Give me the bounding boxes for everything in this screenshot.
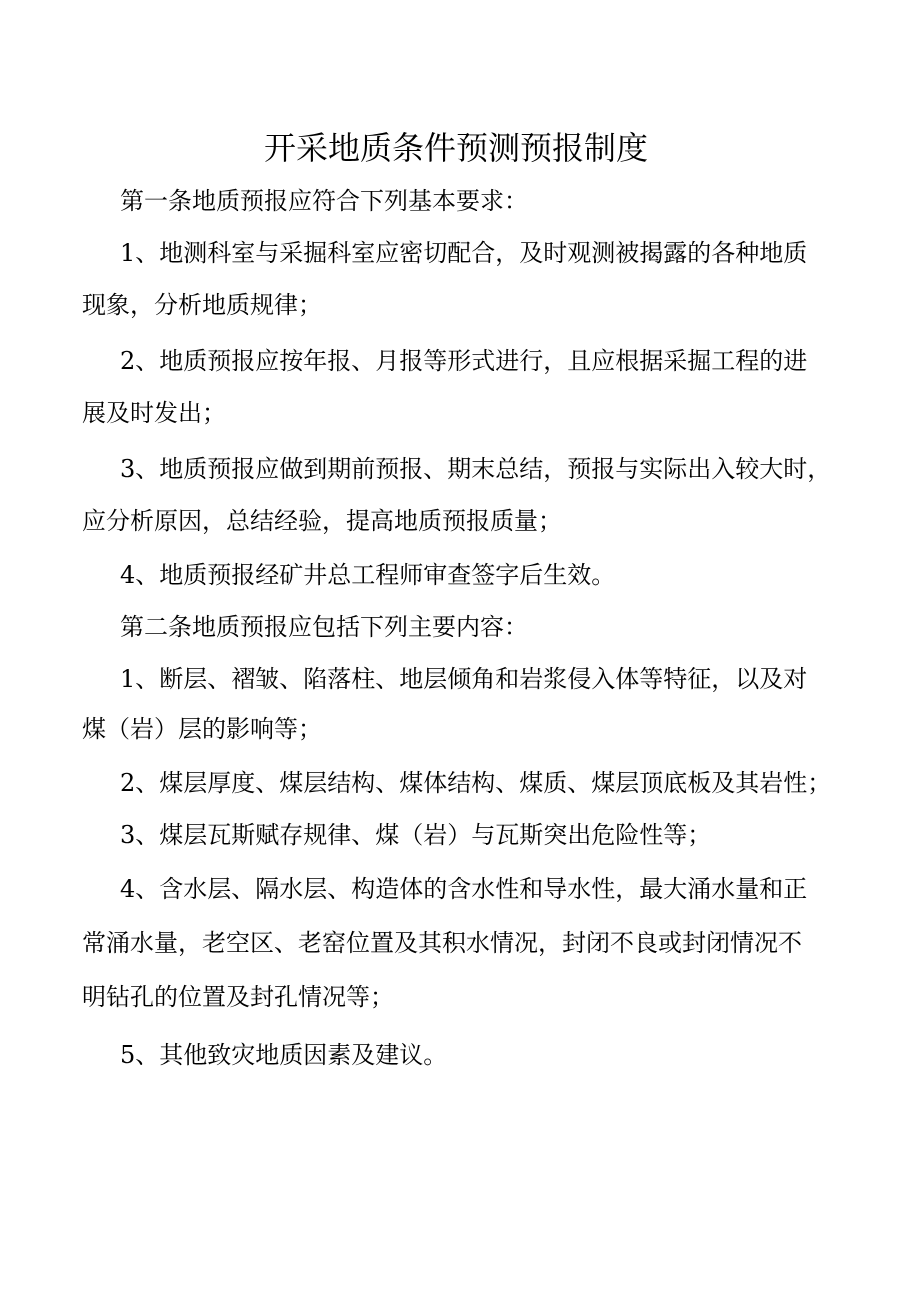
section1-item2-line2: 展及时发出； bbox=[82, 399, 226, 427]
section1-item1-line2: 现象，分析地质规律； bbox=[82, 291, 322, 319]
section2-heading: 第二条地质预报应包括下列主要内容： bbox=[120, 613, 528, 641]
section1-item4: 4、地质预报经矿井总工程师审查签字后生效。 bbox=[120, 561, 616, 589]
section2-item4-line1: 4、含水层、隔水层、构造体的含水性和导水性，最大涌水量和正 bbox=[120, 875, 808, 903]
section1-item3-line2: 应分析原因，总结经验，提高地质预报质量； bbox=[82, 507, 562, 535]
section2-item1-line2: 煤（岩）层的影响等； bbox=[82, 715, 322, 743]
document-title: 开采地质条件预测预报制度 bbox=[263, 129, 648, 167]
section1-item1-line1: 1、地测科室与采掘科室应密切配合，及时观测被揭露的各种地质 bbox=[120, 239, 808, 267]
section1-heading: 第一条地质预报应符合下列基本要求： bbox=[120, 187, 528, 215]
section2-item4-line3: 明钻孔的位置及封孔情况等； bbox=[82, 983, 394, 1011]
section2-item4-line2: 常涌水量，老空区、老窑位置及其积水情况，封闭不良或封闭情况不 bbox=[82, 929, 802, 957]
section2-item5: 5、其他致灾地质因素及建议。 bbox=[120, 1041, 448, 1069]
section2-item2: 2、煤层厚度、煤层结构、煤体结构、煤质、煤层顶底板及其岩性； bbox=[120, 769, 832, 797]
section1-item2-line1: 2、地质预报应按年报、月报等形式进行，且应根据采掘工程的进 bbox=[120, 347, 808, 375]
section1-item3-line1: 3、地质预报应做到期前预报、期末总结，预报与实际出入较大时， bbox=[120, 455, 832, 483]
section2-item1-line1: 1、断层、褶皱、陷落柱、地层倾角和岩浆侵入体等特征，以及对 bbox=[120, 665, 808, 693]
section2-item3: 3、煤层瓦斯赋存规律、煤（岩）与瓦斯突出危险性等； bbox=[120, 821, 712, 849]
